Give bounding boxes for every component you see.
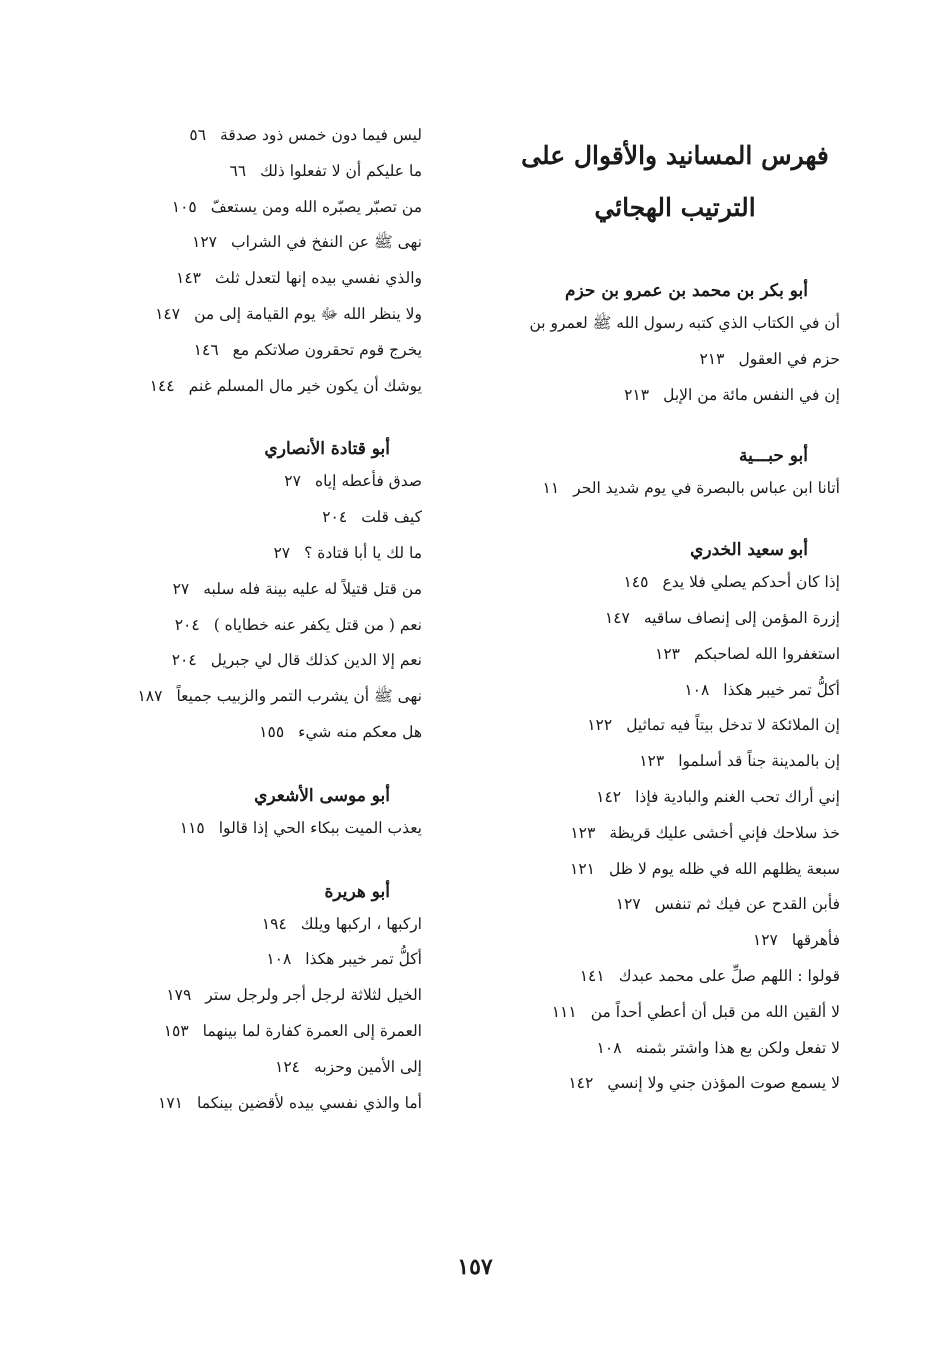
entry-text: إن بالمدينة جناً قد أسلموا bbox=[678, 752, 840, 771]
entry-page: ٢١٣ bbox=[624, 385, 650, 404]
entry-page: ١٤٢ bbox=[596, 787, 622, 806]
entry-page: ٥٦ bbox=[189, 126, 207, 144]
index-entry bbox=[510, 306, 840, 378]
index-entry bbox=[510, 995, 840, 1031]
page-title bbox=[510, 130, 840, 234]
entry-page: ١٢٧ bbox=[192, 233, 218, 252]
index-entry bbox=[102, 679, 422, 715]
entry-page: ٦٦ bbox=[229, 161, 247, 180]
entry-page: ١٧١ bbox=[158, 1093, 184, 1112]
index-entry bbox=[510, 887, 840, 923]
index-entry bbox=[102, 978, 422, 1014]
entry-text: من تصبّر يصبّره الله ومن يستعفّ bbox=[210, 197, 422, 216]
entry-text: من قتل قتيلاً له عليه بينة فله سلبه bbox=[203, 579, 422, 598]
entry-page: ٢٠٤ bbox=[171, 651, 197, 670]
section-heading: أبو موسى الأشعري bbox=[254, 785, 390, 806]
section-abu-said bbox=[510, 535, 840, 1102]
entry-text: سبعة يظلهم الله في ظله يوم لا ظل bbox=[609, 859, 840, 878]
index-entry bbox=[510, 780, 840, 816]
index-entry bbox=[102, 225, 422, 261]
entry-list bbox=[102, 811, 422, 847]
index-entry bbox=[510, 1066, 840, 1102]
entry-text: ولا ينظر الله ﷻ يوم القيامة إلى من bbox=[194, 304, 422, 323]
entry-text: ما لك يا أبا قتادة ؟ bbox=[304, 543, 422, 562]
entry-text: ليس فيما دون خمس ذود صدقة bbox=[220, 126, 422, 144]
index-entry bbox=[102, 1086, 422, 1122]
section-abu-habiya bbox=[510, 441, 840, 507]
entry-page: ١٢٢ bbox=[587, 716, 613, 735]
entry-text: فأهرقها bbox=[791, 931, 840, 950]
entry-page: ٢٠٤ bbox=[322, 508, 348, 527]
section-abu-bakr bbox=[510, 276, 840, 413]
entry-page: ١٢٣ bbox=[655, 644, 681, 663]
entry-text: أكلُّ تمر خيبر هكذا bbox=[723, 680, 840, 699]
entry-text: يعذب الميت ببكاء الحي إذا قالوا bbox=[218, 818, 422, 837]
index-entry bbox=[510, 708, 840, 744]
index-entry bbox=[102, 190, 422, 226]
index-entry bbox=[102, 643, 422, 679]
entry-text: خذ سلاحك فإني أخشى عليك قريظة bbox=[609, 823, 840, 842]
entry-page: ١١٥ bbox=[179, 818, 205, 837]
index-entry bbox=[510, 1031, 840, 1067]
entry-text: فأبن القدح عن فيك ثم تنفس bbox=[654, 895, 840, 914]
entry-page: ١٢٧ bbox=[615, 895, 641, 914]
index-entry bbox=[102, 464, 422, 500]
entry-page: ٢٠٤ bbox=[174, 615, 200, 634]
entry-text: استغفروا الله لصاحبكم bbox=[694, 644, 840, 663]
index-entry bbox=[102, 715, 422, 751]
index-entry bbox=[102, 261, 422, 297]
entry-page: ١٧٩ bbox=[166, 986, 192, 1005]
entry-page: ١٢١ bbox=[570, 859, 596, 878]
index-entry bbox=[510, 601, 840, 637]
entry-text: العمرة إلى العمرة كفارة لما بينهما bbox=[202, 1021, 422, 1040]
entry-list bbox=[102, 464, 422, 750]
section-heading: أبو حبـــية bbox=[739, 446, 808, 467]
entry-text: يوشك أن يكون خير مال المسلم غنم bbox=[188, 376, 422, 395]
index-entry bbox=[510, 744, 840, 780]
entry-text: نعم إلا الدين كذلك قال لي جبريل bbox=[210, 651, 422, 670]
section-abu-musa bbox=[102, 781, 422, 847]
entry-page: ١٤٣ bbox=[176, 269, 201, 288]
entry-text: إني أراك تحب الغنم والبادية فإذا bbox=[635, 787, 840, 806]
entry-text: يخرج قوم تحقرون صلاتكم مع bbox=[232, 340, 422, 359]
entry-page: ١٢٣ bbox=[639, 752, 665, 771]
entry-page: ١٢٣ bbox=[570, 823, 596, 842]
index-entry bbox=[510, 637, 840, 673]
entry-page: ١٠٨ bbox=[266, 950, 292, 969]
entry-text: ما عليكم أن لا تفعلوا ذلك bbox=[260, 161, 422, 180]
entry-page: ٢١٣ bbox=[699, 349, 725, 368]
entry-page: ١٤٧ bbox=[155, 304, 181, 323]
entry-page: ١٢٤ bbox=[275, 1057, 301, 1076]
index-entry bbox=[102, 1050, 422, 1086]
entry-text: أن في الكتاب الذي كتبه رسول الله ﷺ لعمرو بن حزم في العقول bbox=[529, 314, 840, 368]
index-entry bbox=[102, 297, 422, 333]
section-heading: أبو قتادة الأنصاري bbox=[264, 439, 390, 460]
title-line-2: الترتيب الهجائي bbox=[594, 193, 756, 222]
entry-text: الخيل لثلاثة لرجل أجر ولرجل ستر bbox=[205, 986, 422, 1005]
entry-page: ١٠٨ bbox=[596, 1038, 622, 1057]
index-entry bbox=[510, 959, 840, 995]
section-heading: أبو بكر بن محمد بن عمرو بن حزم bbox=[565, 281, 808, 301]
entry-text: قولوا : اللهم صلِّ على محمد عبدك bbox=[618, 966, 840, 985]
entry-list bbox=[102, 907, 422, 1122]
title-line-1: فهرس المسانيد والأقوال على bbox=[521, 141, 829, 170]
section-heading: أبو سعيد الخدري bbox=[690, 540, 808, 561]
entry-text: كيف قلت bbox=[361, 508, 422, 527]
entry-page: ١٩٤ bbox=[261, 914, 287, 933]
entry-page: ١١ bbox=[542, 479, 560, 498]
entry-page: ٢٧ bbox=[284, 472, 301, 491]
index-entry bbox=[510, 816, 840, 852]
left-column bbox=[102, 118, 422, 1121]
index-entry bbox=[510, 673, 840, 709]
index-entry bbox=[510, 471, 840, 507]
section-abu-qatada bbox=[102, 434, 422, 750]
section-abu-hurayra bbox=[102, 877, 422, 1122]
entry-text: إن في النفس مائة من الإبل bbox=[663, 385, 840, 404]
entry-text: لا ألقين الله من قبل أن أعطي أحداً من bbox=[590, 1002, 840, 1021]
entry-text: هل معكم منه شيء bbox=[298, 722, 422, 741]
index-entry bbox=[102, 907, 422, 943]
entry-list bbox=[510, 471, 840, 507]
entry-text: إزرة المؤمن إلى إنصاف ساقيه bbox=[643, 608, 840, 627]
entry-page: ١٤٧ bbox=[604, 608, 630, 627]
entry-text: نهى ﷺ عن النفخ في الشراب bbox=[231, 233, 422, 252]
index-entry bbox=[102, 572, 422, 608]
entry-text: لا تفعل ولكن بع هذا واشتر بثمنه bbox=[635, 1038, 840, 1057]
index-entry bbox=[102, 333, 422, 369]
entry-text: صدق فأعطه إياه bbox=[314, 472, 422, 491]
index-entry bbox=[510, 923, 840, 959]
entry-list bbox=[102, 118, 422, 404]
entry-page: ١٤١ bbox=[579, 966, 605, 985]
index-entry bbox=[102, 118, 422, 154]
entry-page: ١٨٧ bbox=[137, 687, 163, 706]
entry-page: ١٠٨ bbox=[684, 680, 710, 699]
entry-list bbox=[510, 306, 840, 413]
entry-text: إذا كان أحدكم يصلي فلا يدع bbox=[662, 573, 840, 592]
entry-page: ١٥٣ bbox=[163, 1021, 189, 1040]
entry-text: نعم ( من قتل يكفر عنه خطاياه ) bbox=[213, 615, 422, 634]
index-entry bbox=[510, 852, 840, 888]
entry-text: أما والذي نفسي بيده لأقضين بينكما bbox=[197, 1093, 422, 1112]
entry-text: إن الملائكة لا تدخل بيتاً فيه تماثيل bbox=[626, 716, 840, 735]
index-entry bbox=[102, 811, 422, 847]
entry-page: ١٤٤ bbox=[149, 376, 175, 395]
index-entry bbox=[102, 942, 422, 978]
entry-page: ٢٧ bbox=[273, 543, 291, 562]
section-heading: أبو هريرة bbox=[324, 881, 390, 902]
index-entry bbox=[102, 536, 422, 572]
index-entry bbox=[102, 1014, 422, 1050]
index-entry bbox=[102, 608, 422, 644]
index-entry bbox=[102, 369, 422, 405]
entry-page: ١٤٦ bbox=[193, 340, 219, 359]
index-entry bbox=[102, 500, 422, 536]
entry-page: ١٥٥ bbox=[259, 722, 285, 741]
entry-page: ١٠٥ bbox=[171, 197, 197, 216]
entry-page: ١١١ bbox=[551, 1002, 577, 1021]
entry-page: ١٤٢ bbox=[568, 1074, 594, 1093]
entry-page: ١٤٥ bbox=[623, 573, 649, 592]
section-continued bbox=[102, 118, 422, 404]
index-entry bbox=[510, 565, 840, 601]
entry-text: لا يسمع صوت المؤذن جني ولا إنسي bbox=[607, 1074, 840, 1093]
index-entry bbox=[510, 378, 840, 414]
entry-page: ١٢٧ bbox=[752, 931, 778, 950]
right-column bbox=[510, 118, 840, 1102]
entry-text: أتانا ابن عباس بالبصرة في يوم شديد الحر bbox=[573, 479, 840, 498]
entry-text: نهى ﷺ أن يشرب التمر والزبيب جميعاً bbox=[176, 687, 422, 706]
entry-page: ٢٧ bbox=[172, 579, 190, 598]
page-number: ١٥٧ bbox=[457, 1254, 493, 1280]
entry-text: أكلُّ تمر خيبر هكذا bbox=[305, 950, 422, 969]
entry-text: إلى الأمين وحزبه bbox=[314, 1057, 422, 1076]
entry-list bbox=[510, 565, 840, 1102]
entry-text: والذي نفسي بيده إنها لتعدل ثلث bbox=[215, 269, 422, 288]
index-entry bbox=[102, 154, 422, 190]
entry-text: اركبها ، اركبها ويلك bbox=[300, 914, 422, 933]
